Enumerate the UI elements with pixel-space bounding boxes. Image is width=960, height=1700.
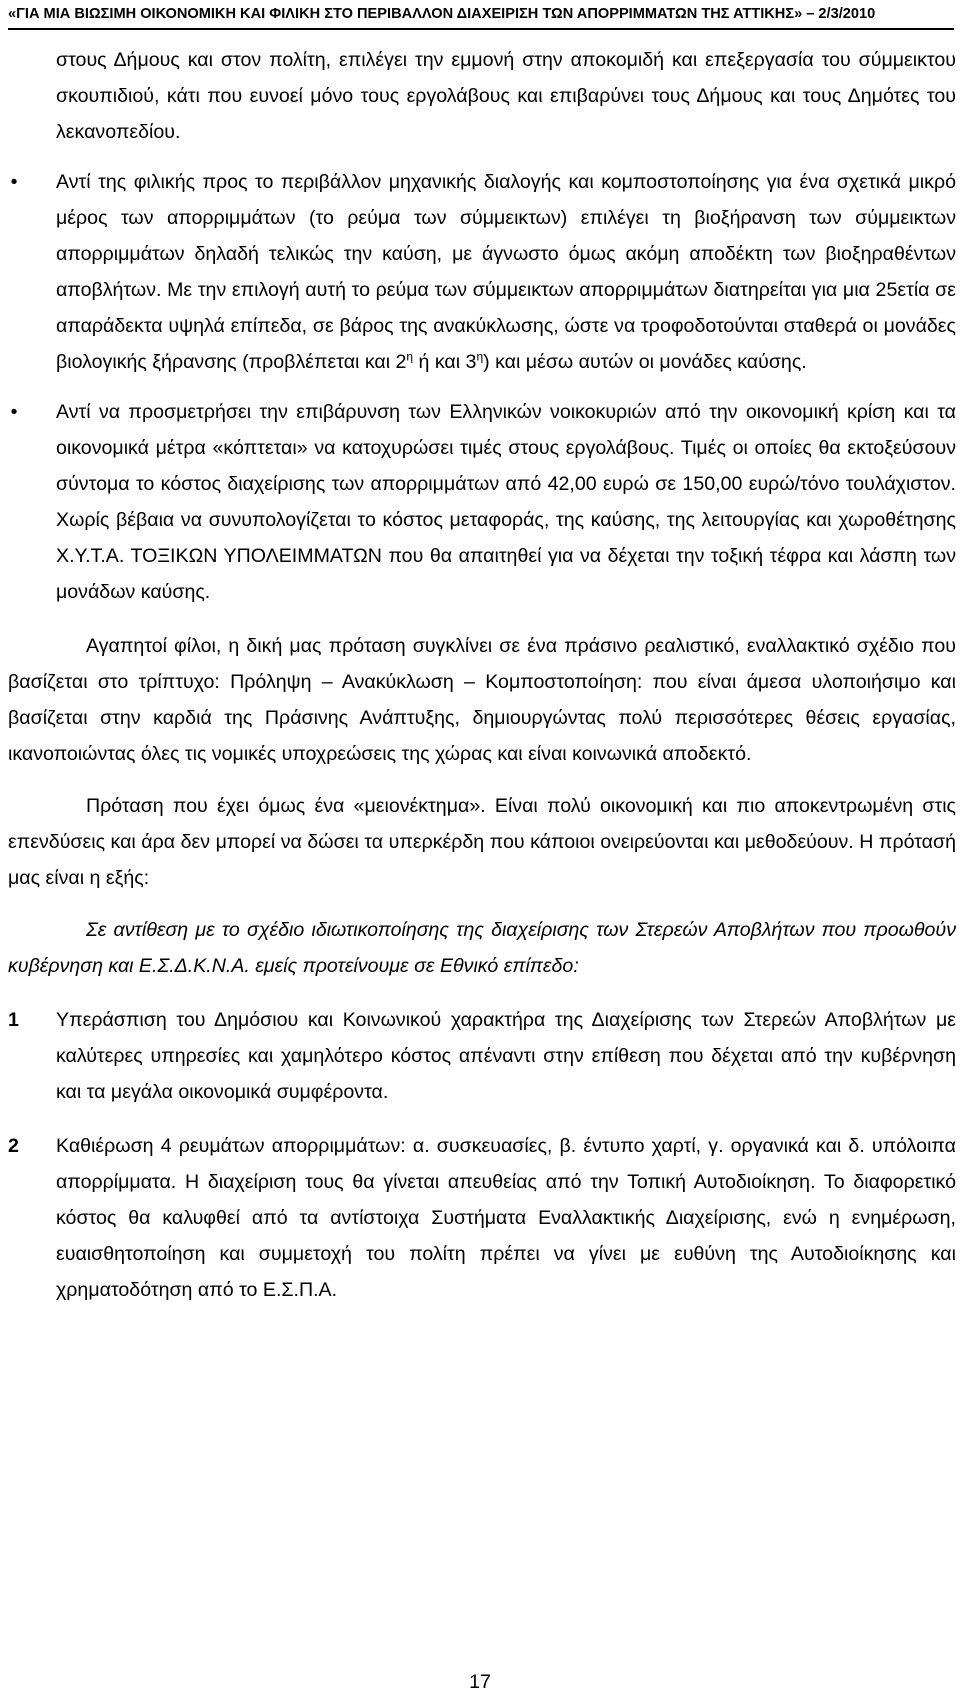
superscript: η (476, 349, 484, 364)
bullet-continuation (8, 42, 956, 150)
bullet-text: ή και 3 (413, 351, 477, 373)
bullet-text: Αντί να προσμετρήσει την επιβάρυνση των Ελληνικών νοικοκυριών από την οικονομική κρίση και τα οικονομικά μέτρα «κόπτεται» να κατοχυρώσει τιμές στους εργολάβους. Τιμές οι οποίες θα εκτοξεύσουν σύντομα το κόστος διαχείρισης των απορριμμάτων από 42,00 ευρώ σε 150,00 ευρώ/τόνο τουλάχιστον. Χωρίς βέβαια να συνυπολογίζεται το κόστος μεταφοράς, της καύσης, της λειτουργίας και χωροθέτησης Χ.Υ.Τ.Α. ΤΟΞΙΚΩΝ ΥΠΟΛΕΙΜΜΑΤΩΝ που θα απαιτηθεί για να δέχεται την τοξική τέφρα και λάσπη των μονάδων καύσης. (56, 401, 956, 603)
item-number: 1 (8, 1009, 19, 1031)
paragraph-proposal: Αγαπητοί φίλοι, η δική μας πρόταση συγκλίνει σε ένα πράσινο ρεαλιστικό, εναλλακτικό σχέδιο που βασίζεται στο τρίπτυχο: Πρόληψη – Ανακύκλωση – Κομποστοποίηση: που είναι άμεσα υλοποιήσιμο και βασίζεται στην καρδιά της Πράσινης Ανάπτυξης, δημιουργώντας πολύ περισσότερες θέσεις εργασίας, ικανοποιώντας όλες τις νομικές υποχρεώσεις της χώρας και είναι κοινωνικά αποδεκτό. (8, 635, 956, 765)
item-number: 2 (8, 1135, 19, 1157)
page-body (8, 42, 956, 1308)
paragraph-national-level: Σε αντίθεση με το σχέδιο ιδιωτικοποίησης της διαχείρισης των Στερεών Αποβλήτων που προωθούν κυβέρνηση και Ε.Σ.Δ.Κ.Ν.Α. εμείς προτείνουμε σε Εθνικό επίπεδο: (8, 919, 956, 977)
bullet-text: Αντί της φιλικής προς το περιβάλλον μηχανικής διαλογής και κομποστοποίησης για ένα σχετικά μικρό μέρος των απορριμμάτων (το ρεύμα των σύμμεικτων) επιλέγει τη βιοξήρανση των σύμμεικτων απορριμμάτων δηλαδή τελικώς την καύση, με άγνωστο όμως ακόμη αποδέκτη των βιοξηραθέντων αποβλήτων. Με την επιλογή αυτή το ρεύμα των σύμμεικτων απορριμμάτων διατηρείται για μια 25ετία σε απαράδεκτα υψηλά επίπεδα, σε βάρος της ανακύκλωσης, ώστε να τροφοδοτούνται σταθερά οι μονάδες βιολογικής ξήρανσης (προβλέπεται και 2 (56, 171, 956, 373)
page-number: 17 (469, 1671, 491, 1693)
bullet-text: ) και μέσω αυτών οι μονάδες καύσης. (483, 351, 807, 373)
bullet-item-costs (8, 394, 956, 610)
item-text: Καθιέρωση 4 ρευμάτων απορριμμάτων: α. συσκευασίες, β. έντυπο χαρτί, γ. οργανικά και δ. υπόλοιπα απορρίμματα. Η διαχείριση τους θα γίνεται απευθείας από την Τοπική Αυτοδιοίκηση. Το διαφορετικό κόστος θα καλυφθεί από τα αντίστοιχα Συστήματα Εναλλακτικής Διαχείρισης, ενώ η ενημέρωση, ευαισθητοποίηση και συμμετοχή του πολίτη πρέπει να γίνει με ευθύνη της Αυτοδιοίκησης και χρηματοδότηση από το Ε.Σ.Π.Α. (56, 1135, 956, 1301)
bullet-icon: • (10, 171, 18, 193)
bullet-continuation-text: στους Δήμους και στον πολίτη, επιλέγει την εμμονή στην αποκομιδή και επεξεργασία του σύμμεικτου σκουπιδιού, κάτι που ευνοεί μόνο τους εργολάβους και επιβαρύνει τους Δήμους και τους Δημότες του λεκανοπεδίου. (56, 49, 956, 143)
superscript: η (406, 349, 414, 364)
numbered-item (8, 1128, 956, 1308)
numbered-item (8, 1002, 956, 1110)
bullet-item-biodrying (8, 164, 956, 380)
item-text: Υπεράσπιση του Δημόσιου και Κοινωνικού χαρακτήρα της Διαχείρισης των Στερεών Αποβλήτων με καλύτερες υπηρεσίες και χαμηλότερο κόστος απέναντι στην επίθεση που δέχεται από την κυβέρνηση και τα μεγάλα οικονομικά συμφέροντα. (56, 1009, 956, 1103)
paragraph-disadvantage: Πρόταση που έχει όμως ένα «μειονέκτημα». Είναι πολύ οικονομική και πιο αποκεντρωμένη στις επενδύσεις και άρα δεν μπορεί να δώσει τα υπερκέρδη που κάποιοι ονειρεύονται και μεθοδεύουν. Η πρότασή μας είναι η εξής: (8, 795, 956, 889)
running-header: «ΓΙΑ ΜΙΑ ΒΙΩΣΙΜΗ ΟΙΚΟΝΟΜΙΚΗ ΚΑΙ ΦΙΛΙΚΗ ΣΤΟ ΠΕΡΙΒΑΛΛΟΝ ΔΙΑΧΕΙΡΙΣΗ ΤΩΝ ΑΠΟΡΡΙΜΜΑΤΩΝ ΤΗΣ ΑΤΤΙΚΗΣ» – 2/3/2010 (8, 4, 954, 30)
bullet-icon: • (10, 401, 18, 423)
